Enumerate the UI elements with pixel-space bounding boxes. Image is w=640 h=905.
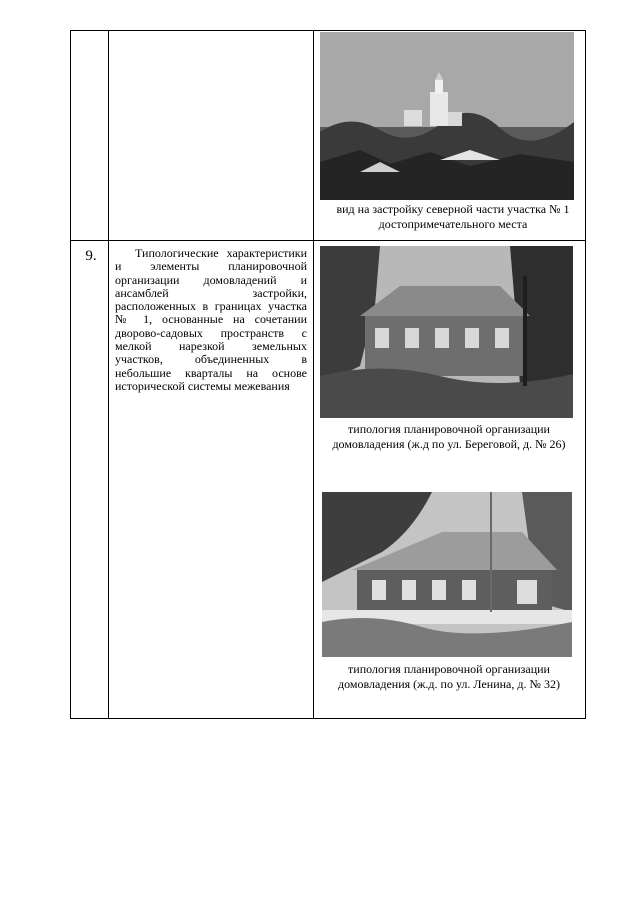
house-beregovaya-photo (320, 246, 573, 418)
table-border-bottom (70, 718, 586, 719)
table-border-right (585, 30, 586, 719)
row-number: 9. (85, 248, 97, 264)
table-divider-col1 (108, 30, 109, 719)
description-text: Типологические характеристики и элементы планировочной организации домовладений и ансамблей застройки, расположенных в границах участка № 1, основанные на сочетании дворово-садовых пространств с мелкой нарезкой земельных участков, объединенных в небольшие кварталы на основе исторической системы межевания (115, 246, 307, 393)
house-lenina-photo (322, 492, 572, 657)
table-row-divider (70, 240, 586, 241)
photo-caption-beregovaya: типология планировочной организации домовладения (ж.д по ул. Береговой, д. № 26) (332, 422, 566, 451)
photo-caption-lenina: типология планировочной организации домовладения (ж.д. по ул. Ленина, д. № 32) (338, 662, 560, 691)
church-town-view-photo (320, 32, 574, 200)
row-description (115, 247, 307, 393)
table-border-left (70, 30, 71, 719)
table-border-top (70, 30, 586, 31)
photo-caption-town-view: вид на застройку северной части участка № 1 достопримечательного места (336, 202, 570, 231)
table-divider-col2 (313, 30, 314, 719)
